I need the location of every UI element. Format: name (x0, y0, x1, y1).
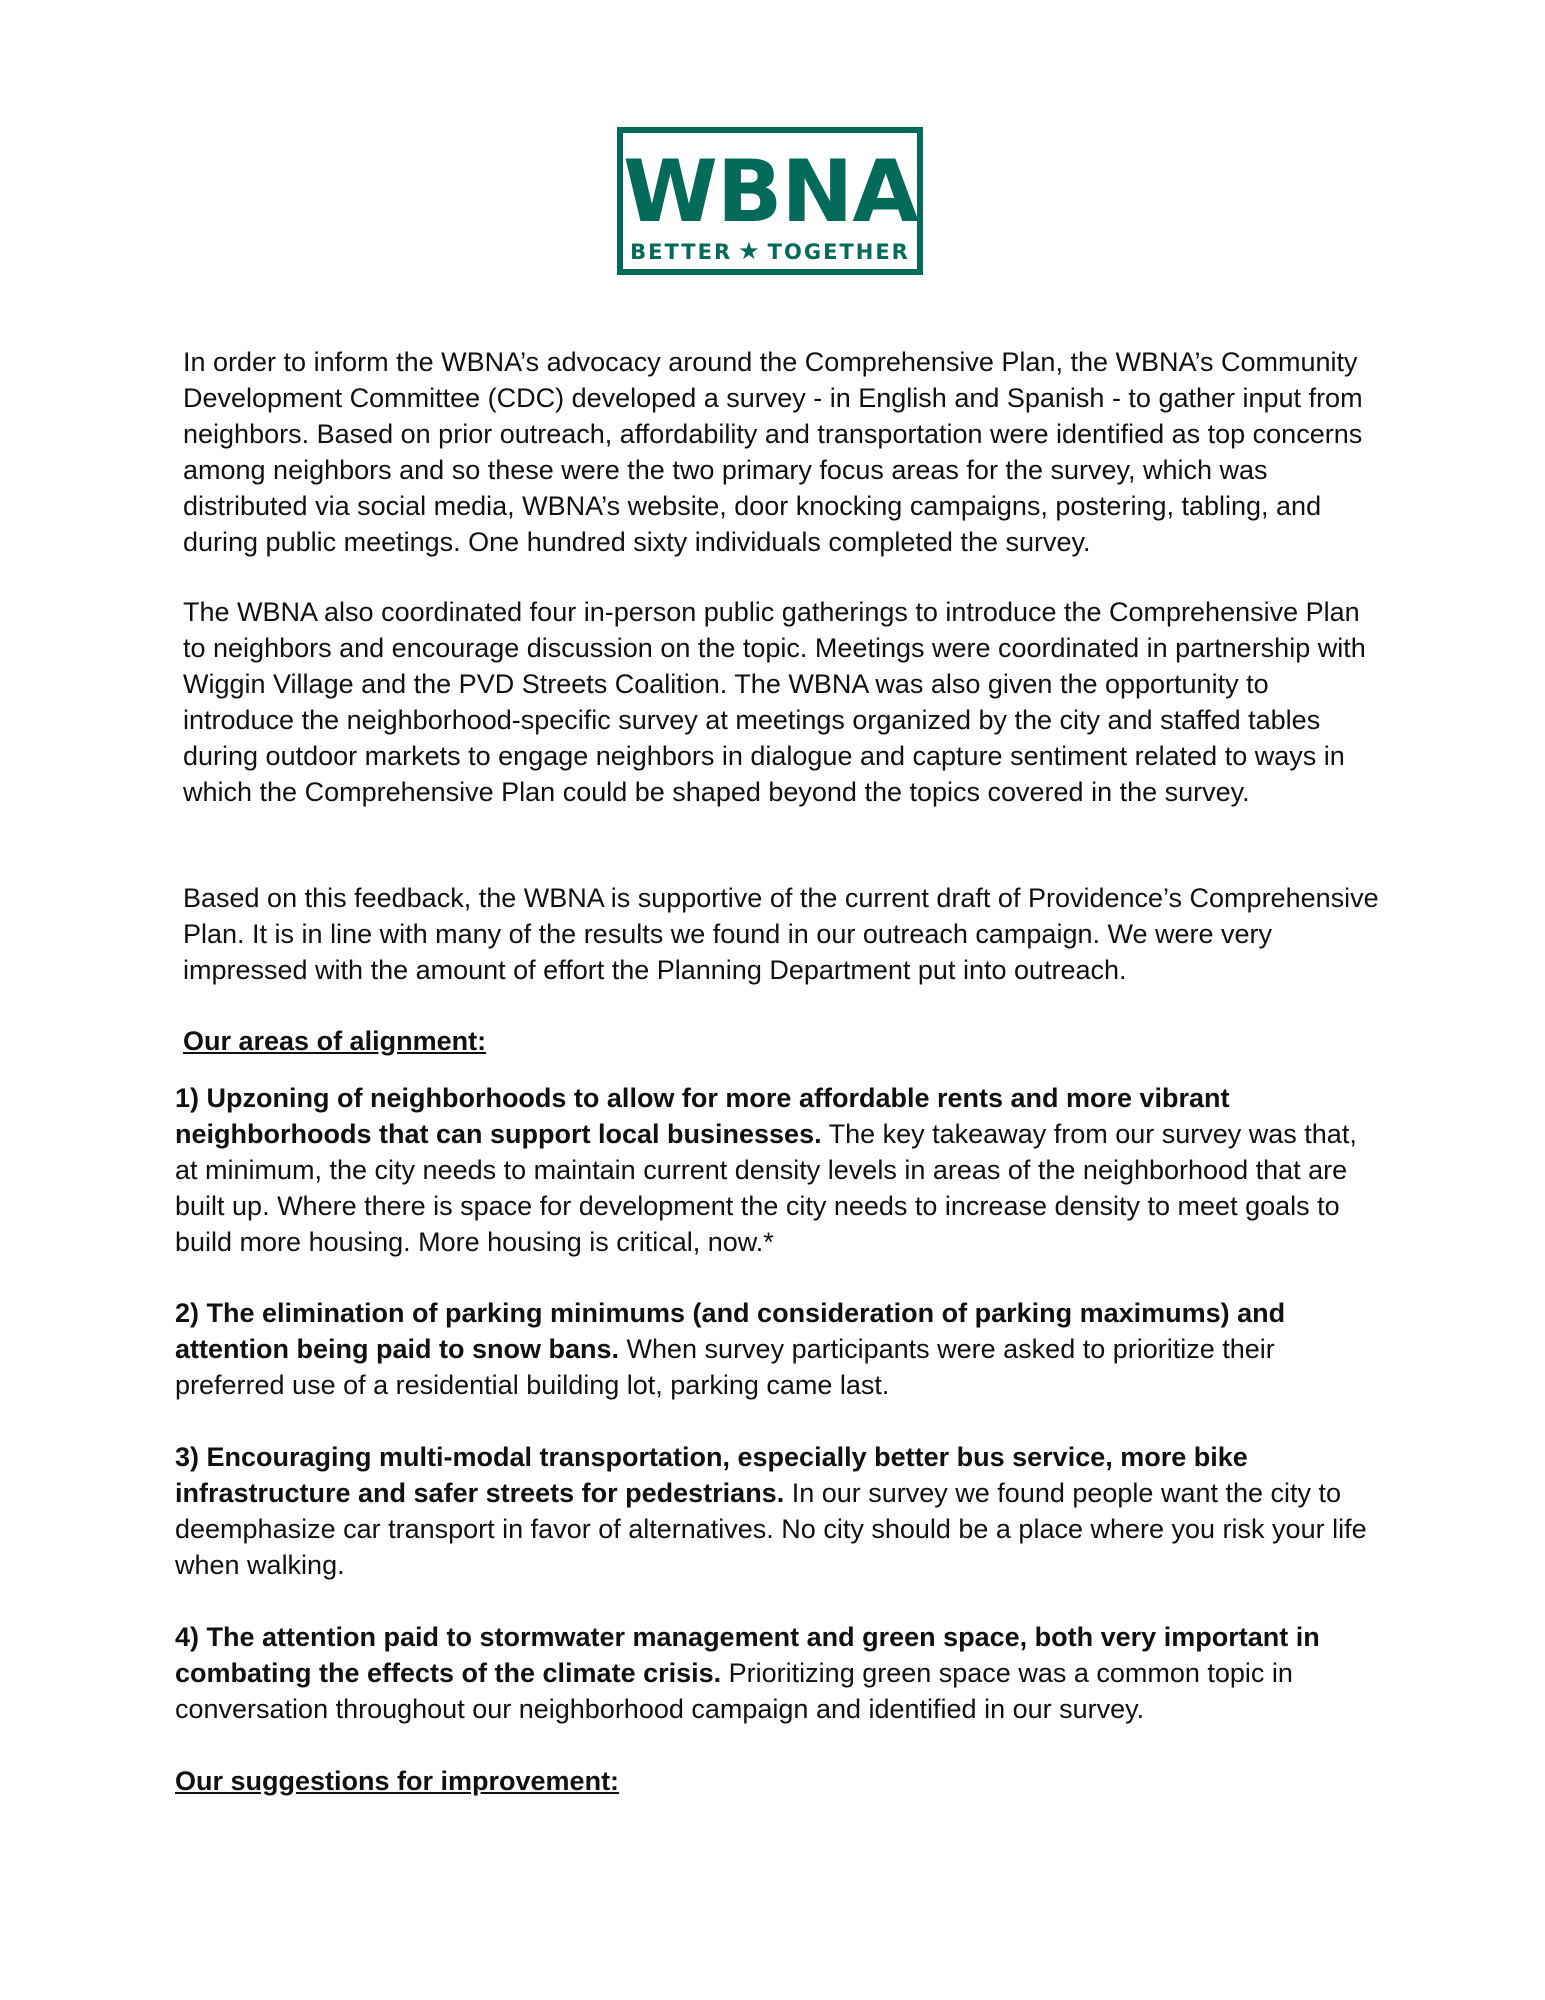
logo-wordmark: WBNA (623, 142, 918, 242)
alignment-item-lead: 1) Upzoning of neighborhoods to allow for more affordable rents and more vibrant neighborhoods that can support local businesses. (175, 1083, 1230, 1149)
logo-tagline-left: BETTER (630, 240, 733, 264)
alignment-item-parking (175, 1295, 1385, 1403)
alignment-item-transportation (175, 1439, 1385, 1583)
wbna-logo (617, 127, 923, 275)
intro-paragraph-support: Based on this feedback, the WBNA is supportive of the current draft of Providence’s Comprehensive Plan. It is in line with many of the results we found in our outreach campaign. We were very impressed with the amount of effort the Planning Department put into outreach. (183, 883, 1379, 985)
intro-paragraph-gatherings: The WBNA also coordinated four in-person public gatherings to introduce the Comprehensive Plan to neighbors and encourage discussion on the topic. Meetings were coordinated in partnership with Wiggin Village and the PVD Streets Coalition. The WBNA was also given the opportunity to introduce the neighborhood-specific survey at meetings organized by the city and staffed tables during outdoor markets to engage neighbors in dialogue and capture sentiment related to ways in which the Comprehensive Plan could be shaped beyond the topics covered in the survey. (183, 597, 1366, 807)
alignment-item-body: Prioritizing green space was a common topic in conversation throughout our neighborhood campaign and identified in our survey. (175, 1658, 1293, 1724)
alignment-item-stormwater (175, 1619, 1385, 1727)
alignment-item-lead: 2) The elimination of parking minimums (and consideration of parking maximums) and attention being paid to snow bans. (175, 1298, 1286, 1364)
alignment-item-body: When survey participants were asked to prioritize their preferred use of a residential building lot, parking came last. (175, 1334, 1275, 1400)
alignment-item-body: In our survey we found people want the city to deemphasize car transport in favor of alternatives. No city should be a place where you risk your life when walking. (175, 1478, 1367, 1580)
intro-paragraph-survey: In order to inform the WBNA’s advocacy around the Comprehensive Plan, the WBNA’s Community Development Committee (CDC) developed a survey - in English and Spanish - to gather input from neighbors. Based on prior outreach, affordability and transportation were identified as top concerns among neighbors and so these were the two primary focus areas for the survey, which was distributed via social media, WBNA’s website, door knocking campaigns, postering, tabling, and during public meetings. One hundred sixty individuals completed the survey. (183, 347, 1363, 557)
alignment-item-body: The key takeaway from our survey was that, at minimum, the city needs to maintain current density levels in areas of the neighborhood that are built up. Where there is space for development the city needs to increase density to meet goals to build more housing. More housing is critical, now.* (175, 1119, 1357, 1257)
alignment-item-upzoning (175, 1080, 1385, 1260)
alignment-item-lead: 4) The attention paid to stormwater management and green space, both very important in combating the effects of the climate crisis. (175, 1622, 1320, 1688)
improvement-heading: Our suggestions for improvement: (175, 1766, 620, 1796)
alignment-item-lead: 3) Encouraging multi-modal transportation, especially better bus service, more bike infrastructure and safer streets for pedestrians. (175, 1442, 1248, 1508)
logo-tagline (623, 239, 917, 264)
star-icon: ★ (738, 237, 762, 265)
logo-tagline-right: TOGETHER (767, 240, 910, 264)
alignment-heading: Our areas of alignment: (183, 1026, 487, 1056)
